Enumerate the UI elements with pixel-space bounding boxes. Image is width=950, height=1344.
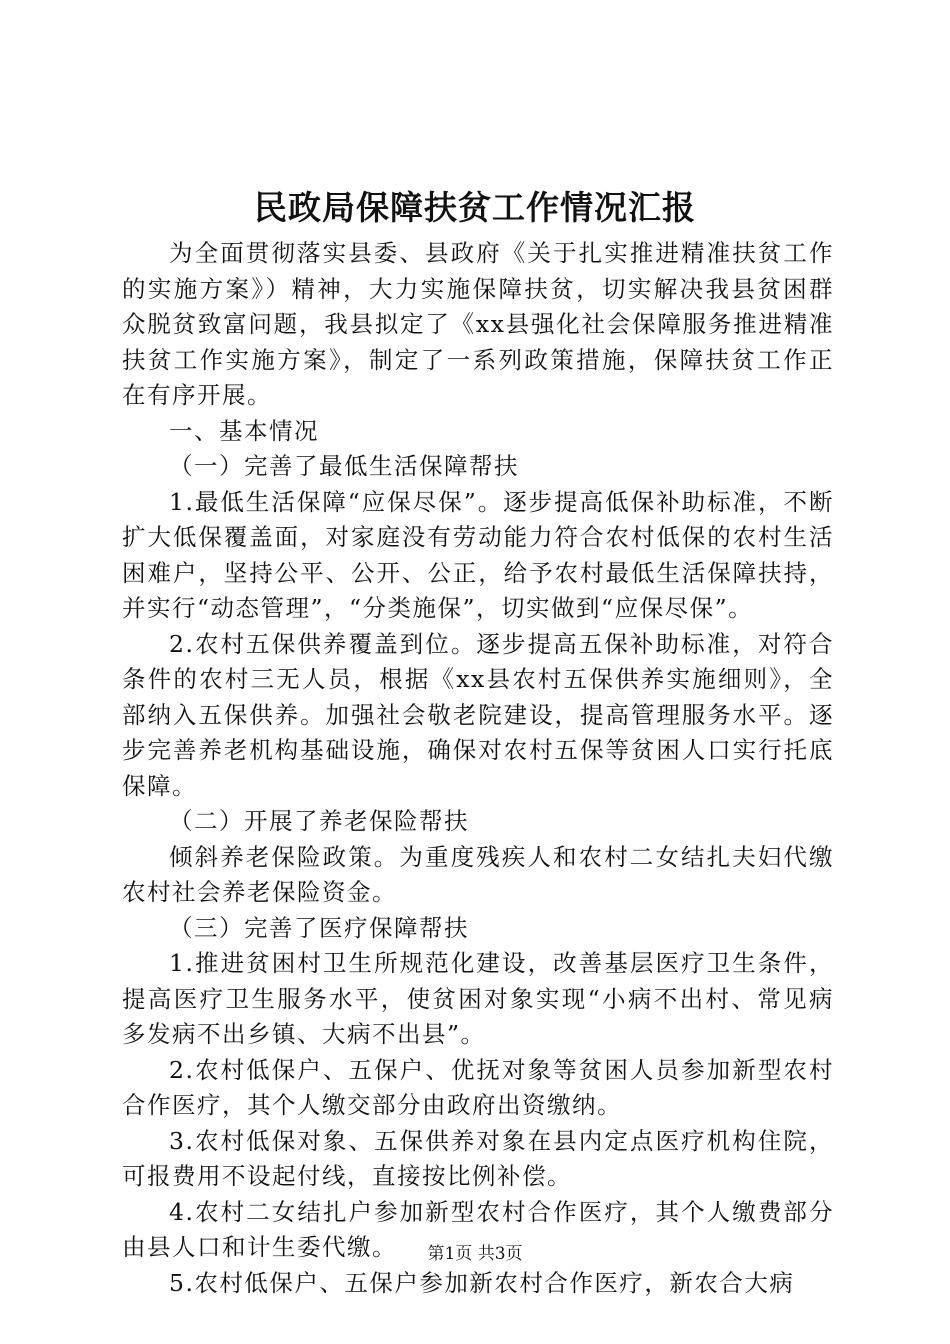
paragraph-3-1: 1.推进贫困村卫生所规范化建设，改善基层医疗卫生条件，提高医疗卫生服务水平，使贫困对象实现“小病不出村、常见病多发病不出乡镇、大病不出县”。 (122, 949, 834, 1048)
subsection-heading-2: （二）开展了养老保险帮扶 (169, 807, 469, 835)
subsection-heading-1: （一）完善了最低生活保障帮扶 (169, 452, 519, 480)
paragraph-3-3: 3.农村低保对象、五保供养对象在县内定点医疗机构住院，可报费用不设起付线，直接按比例补偿。 (122, 1126, 834, 1190)
paragraph-1-2: 2.农村五保供养覆盖到位。逐步提高五保补助标准，对符合条件的农村三无人员，根据《xx县农村五保供养实施细则》，全部纳入五保供养。加强社会敬老院建设，提高管理服务水平。逐步完善养老机构基础设施，确保对农村五保等贫困人口实行托底保障。 (122, 629, 834, 800)
paragraph-3-5: 5.农村低保户、五保户参加新农村合作医疗，新农合大病 (169, 1268, 795, 1297)
paragraph-3-2: 2.农村低保户、五保户、优抚对象等贫困人员参加新型农村合作医疗，其个人缴交部分由政府出资缴纳。 (122, 1055, 834, 1119)
paragraph-2-1: 倾斜养老保险政策。为重度残疾人和农村二女结扎夫妇代缴农村社会养老保险资金。 (122, 842, 834, 906)
paragraph-3-4: 4.农村二女结扎户参加新型农村合作医疗，其个人缴费部分由县人口和计生委代缴。 (122, 1197, 834, 1261)
page-footer: 第1页 共3页 (427, 1244, 523, 1264)
document-body (122, 236, 834, 1301)
paragraph-intro: 为全面贯彻落实县委、县政府《关于扎实推进精准扶贫工作的实施方案》）精神，大力实施保障扶贫，切实解决我县贫困群众脱贫致富问题，我县拟定了《xx县强化社会保障服务推进精准扶贫工作实施方案》，制定了一系列政策措施，保障扶贫工作正在有序开展。 (122, 239, 834, 409)
document-title: 民政局保障扶贫工作情况汇报 (254, 188, 696, 227)
paragraph-1-1: 1.最低生活保障“应保尽保”。逐步提高低保补助标准，不断扩大低保覆盖面，对家庭没有劳动能力符合农村低保的农村生活困难户，坚持公平、公开、公正，给予农村最低生活保障扶持，并实行“动态管理”，“分类施保”，切实做到“应保尽保”。 (122, 487, 834, 622)
section-heading-basic: 一、基本情况 (169, 416, 319, 445)
subsection-heading-3: （三）完善了医疗保障帮扶 (169, 913, 469, 942)
